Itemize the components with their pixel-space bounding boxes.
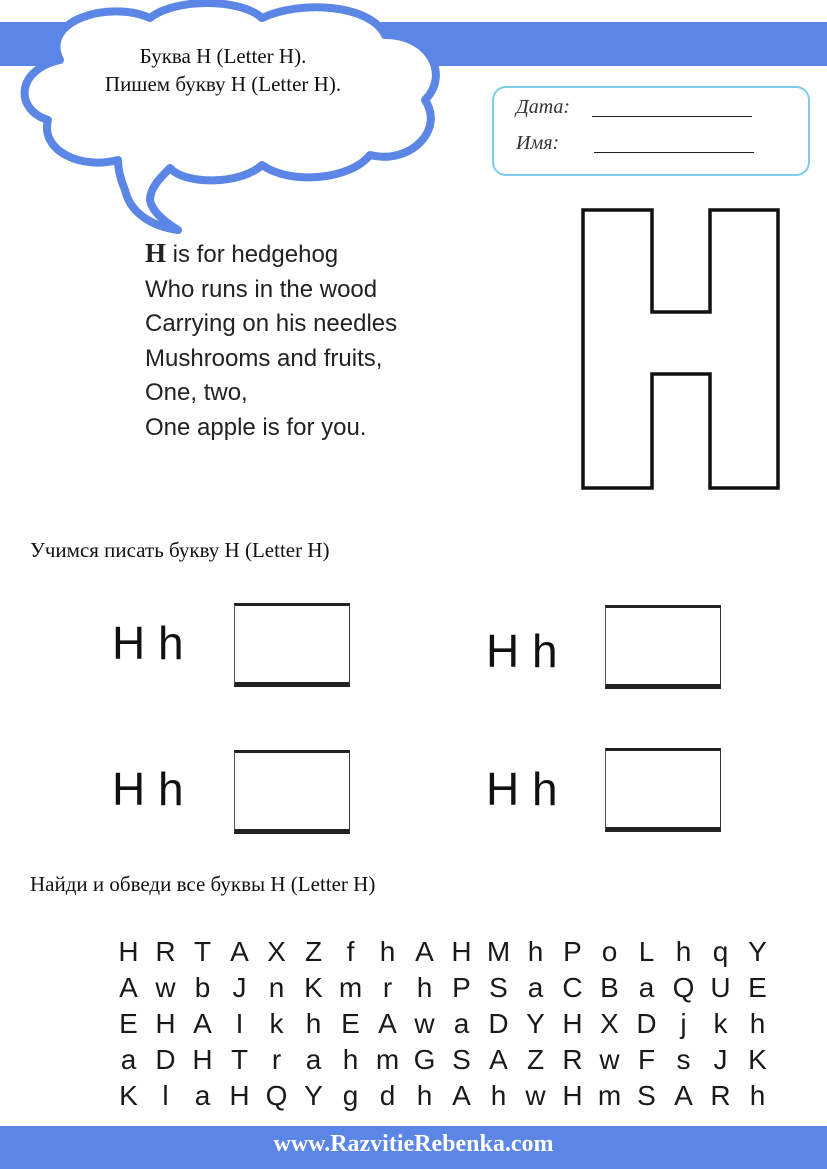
- grid-letter[interactable]: H: [229, 1080, 250, 1111]
- grid-letter[interactable]: h: [675, 936, 692, 967]
- grid-letter[interactable]: A: [415, 936, 434, 967]
- name-row: [516, 132, 559, 155]
- name-label: Имя:: [516, 132, 560, 154]
- speech-cloud: [0, 0, 460, 240]
- grid-letter[interactable]: H: [155, 1008, 176, 1039]
- grid-letter[interactable]: S: [489, 972, 508, 1003]
- grid-letter[interactable]: w: [414, 1008, 435, 1039]
- grid-letter[interactable]: Z: [526, 1044, 545, 1075]
- practice-letters: H h: [112, 617, 184, 669]
- date-label: Дата:: [516, 96, 571, 118]
- grid-letter[interactable]: a: [638, 972, 655, 1003]
- grid-letter[interactable]: h: [490, 1080, 507, 1111]
- date-line[interactable]: [592, 116, 752, 117]
- grid-letter[interactable]: K: [119, 1080, 138, 1111]
- grid-letter[interactable]: F: [637, 1044, 656, 1075]
- grid-letter[interactable]: X: [600, 1008, 619, 1039]
- grid-letter[interactable]: D: [636, 1008, 657, 1039]
- grid-letter[interactable]: b: [194, 972, 211, 1003]
- grid-letter[interactable]: J: [232, 972, 247, 1003]
- grid-letter[interactable]: g: [342, 1080, 359, 1111]
- grid-letter[interactable]: P: [563, 936, 582, 967]
- grid-letter[interactable]: h: [749, 1080, 766, 1111]
- grid-letter[interactable]: h: [379, 936, 396, 967]
- grid-letter[interactable]: T: [230, 1044, 249, 1075]
- grid-letter[interactable]: H: [562, 1008, 583, 1039]
- grid-letter[interactable]: m: [375, 1044, 400, 1075]
- practice-box[interactable]: [234, 603, 350, 687]
- grid-letter[interactable]: D: [155, 1044, 176, 1075]
- grid-letter[interactable]: Y: [526, 1008, 545, 1039]
- practice-title: Учимся писать букву H (Letter H): [30, 538, 330, 562]
- practice-box[interactable]: [605, 748, 721, 832]
- grid-letter[interactable]: h: [416, 972, 433, 1003]
- grid-letter[interactable]: H: [192, 1044, 213, 1075]
- grid-letter[interactable]: I: [235, 1008, 244, 1039]
- grid-letter[interactable]: A: [378, 1008, 397, 1039]
- grid-letter[interactable]: K: [304, 972, 323, 1003]
- grid-letter[interactable]: a: [120, 1044, 137, 1075]
- grid-letter[interactable]: G: [413, 1044, 436, 1075]
- grid-letter[interactable]: h: [342, 1044, 359, 1075]
- grid-letter[interactable]: a: [194, 1080, 211, 1111]
- poem-line: Mushrooms and fruits,: [145, 344, 383, 372]
- grid-letter[interactable]: R: [710, 1080, 731, 1111]
- grid-letter[interactable]: q: [712, 936, 729, 967]
- grid-letter[interactable]: h: [416, 1080, 433, 1111]
- grid-letter[interactable]: r: [271, 1044, 282, 1075]
- cloud-text: [48, 42, 398, 98]
- date-name-form: [492, 86, 810, 176]
- grid-letter[interactable]: f: [346, 936, 355, 967]
- grid-letter[interactable]: E: [341, 1008, 360, 1039]
- grid-letter[interactable]: U: [710, 972, 731, 1003]
- grid-letter[interactable]: E: [748, 972, 767, 1003]
- practice-letters: H h: [486, 763, 558, 815]
- poem-line: Carrying on his needles: [145, 310, 398, 337]
- poem-first-rest: is for hedgehog: [166, 241, 339, 268]
- grid-letter[interactable]: s: [676, 1044, 691, 1075]
- date-row: [516, 96, 570, 119]
- grid-letter[interactable]: w: [155, 972, 176, 1003]
- grid-letter[interactable]: h: [527, 936, 544, 967]
- poem-line: One apple is for you.: [145, 413, 367, 441]
- grid-letter[interactable]: A: [119, 972, 138, 1003]
- grid-letter[interactable]: P: [452, 972, 471, 1003]
- grid-letter[interactable]: Y: [748, 936, 767, 967]
- grid-letter[interactable]: H: [562, 1080, 583, 1111]
- grid-letter[interactable]: A: [674, 1080, 693, 1111]
- poem-first-letter: H: [145, 238, 167, 268]
- grid-letter[interactable]: k: [713, 1008, 728, 1039]
- poem-line: One, two,: [145, 379, 248, 406]
- big-letter-h-outline: [578, 206, 784, 492]
- grid-letter[interactable]: C: [562, 972, 583, 1003]
- grid-letter[interactable]: A: [193, 1008, 212, 1039]
- grid-letter[interactable]: d: [379, 1080, 396, 1111]
- poem-line: [145, 236, 397, 273]
- grid-letter[interactable]: j: [680, 1008, 687, 1039]
- grid-letter[interactable]: m: [338, 972, 363, 1003]
- grid-row: [110, 936, 776, 968]
- grid-row: [110, 972, 776, 1004]
- grid-letter[interactable]: k: [269, 1008, 284, 1039]
- grid-letter[interactable]: Z: [304, 936, 323, 967]
- grid-letter[interactable]: a: [305, 1044, 322, 1075]
- grid-letter[interactable]: B: [600, 972, 619, 1003]
- grid-letter[interactable]: E: [119, 1008, 138, 1039]
- grid-letter[interactable]: w: [599, 1044, 620, 1075]
- grid-letter[interactable]: A: [452, 1080, 471, 1111]
- grid-letter[interactable]: K: [748, 1044, 767, 1075]
- grid-row: [110, 1008, 776, 1040]
- grid-letter[interactable]: D: [488, 1008, 509, 1039]
- grid-letter[interactable]: T: [193, 936, 212, 967]
- grid-letter[interactable]: A: [230, 936, 249, 967]
- practice-letters: H h: [486, 625, 558, 677]
- grid-letter[interactable]: l: [162, 1080, 169, 1111]
- grid-letter[interactable]: a: [453, 1008, 470, 1039]
- grid-letter[interactable]: S: [452, 1044, 471, 1075]
- grid-letter[interactable]: a: [527, 972, 544, 1003]
- grid-row: [110, 1044, 776, 1076]
- grid-letter[interactable]: H: [451, 936, 472, 967]
- grid-letter[interactable]: r: [382, 972, 393, 1003]
- grid-letter[interactable]: n: [268, 972, 285, 1003]
- grid-letter[interactable]: o: [601, 936, 618, 967]
- grid-letter[interactable]: w: [525, 1080, 546, 1111]
- practice-box[interactable]: [234, 750, 350, 834]
- grid-letter[interactable]: Y: [304, 1080, 323, 1111]
- grid-letter[interactable]: h: [749, 1008, 766, 1039]
- cloud-subtitle: Пишем букву H (Letter H).: [104, 72, 342, 96]
- poem: [145, 236, 397, 445]
- find-title: Найди и обведи все буквы H (Letter H): [30, 872, 376, 896]
- grid-letter[interactable]: X: [267, 936, 286, 967]
- grid-letter[interactable]: h: [305, 1008, 322, 1039]
- cloud-title: Буква H (Letter H).: [139, 44, 307, 68]
- grid-letter[interactable]: Q: [265, 1080, 288, 1111]
- grid-letter[interactable]: J: [713, 1044, 728, 1075]
- poem-line: Who runs in the wood: [145, 275, 378, 303]
- grid-letter[interactable]: Q: [672, 972, 695, 1003]
- footer-url[interactable]: www.RazvitieRebenka.com: [273, 1131, 554, 1157]
- grid-letter[interactable]: m: [597, 1080, 622, 1111]
- grid-letter[interactable]: S: [637, 1080, 656, 1111]
- practice-box[interactable]: [605, 605, 721, 689]
- grid-letter[interactable]: M: [486, 936, 511, 967]
- grid-letter[interactable]: A: [489, 1044, 508, 1075]
- grid-letter[interactable]: H: [118, 936, 139, 967]
- name-line[interactable]: [594, 152, 754, 153]
- grid-row: [110, 1080, 776, 1112]
- grid-letter[interactable]: R: [562, 1044, 583, 1075]
- grid-letter[interactable]: R: [155, 936, 176, 967]
- grid-letter[interactable]: L: [638, 936, 655, 967]
- practice-letters: H h: [112, 763, 184, 815]
